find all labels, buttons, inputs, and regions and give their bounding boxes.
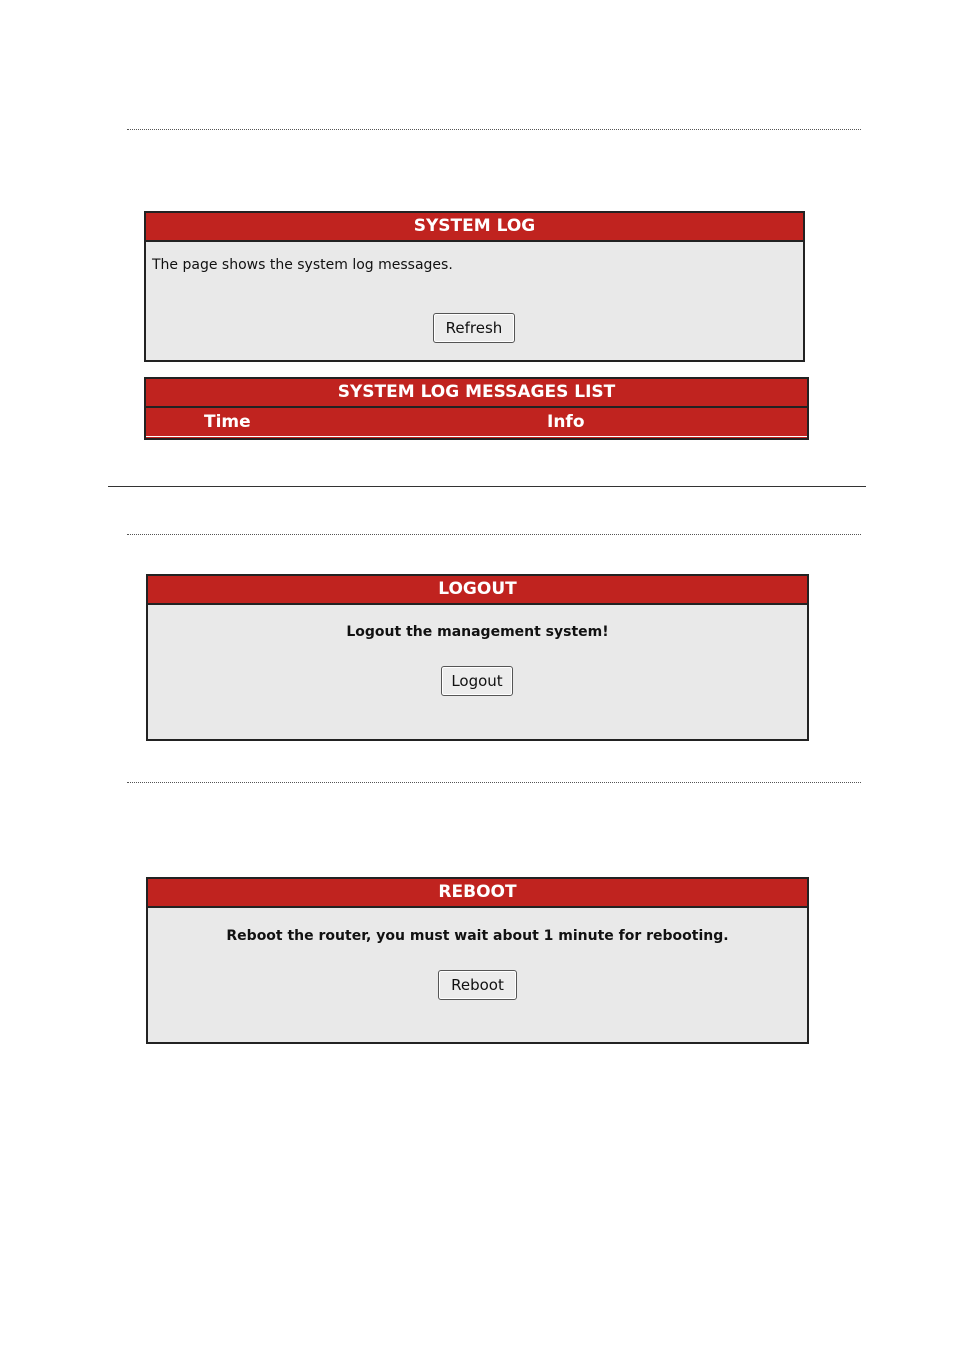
system-log-panel <box>144 211 805 362</box>
logout-panel <box>146 574 809 741</box>
system-log-messages-list <box>144 377 809 440</box>
logout-title: LOGOUT <box>148 576 807 605</box>
messages-list-header-row <box>146 408 807 437</box>
separator-reboot <box>127 782 861 783</box>
messages-list-title: SYSTEM LOG MESSAGES LIST <box>146 379 807 408</box>
column-header-info: Info <box>547 412 585 432</box>
column-header-time: Time <box>204 412 251 432</box>
reboot-button[interactable]: Reboot <box>438 970 517 1000</box>
system-log-description: The page shows the system log messages. <box>152 257 453 273</box>
logout-message: Logout the management system! <box>346 624 609 640</box>
separator-top <box>127 129 861 130</box>
separator-logout <box>127 534 861 535</box>
refresh-button[interactable]: Refresh <box>433 313 515 343</box>
reboot-message: Reboot the router, you must wait about 1 minute for rebooting. <box>226 928 729 944</box>
logout-button[interactable]: Logout <box>441 666 513 696</box>
system-log-title: SYSTEM LOG <box>146 213 803 242</box>
section-divider <box>108 486 866 487</box>
reboot-panel <box>146 877 809 1044</box>
reboot-title: REBOOT <box>148 879 807 908</box>
